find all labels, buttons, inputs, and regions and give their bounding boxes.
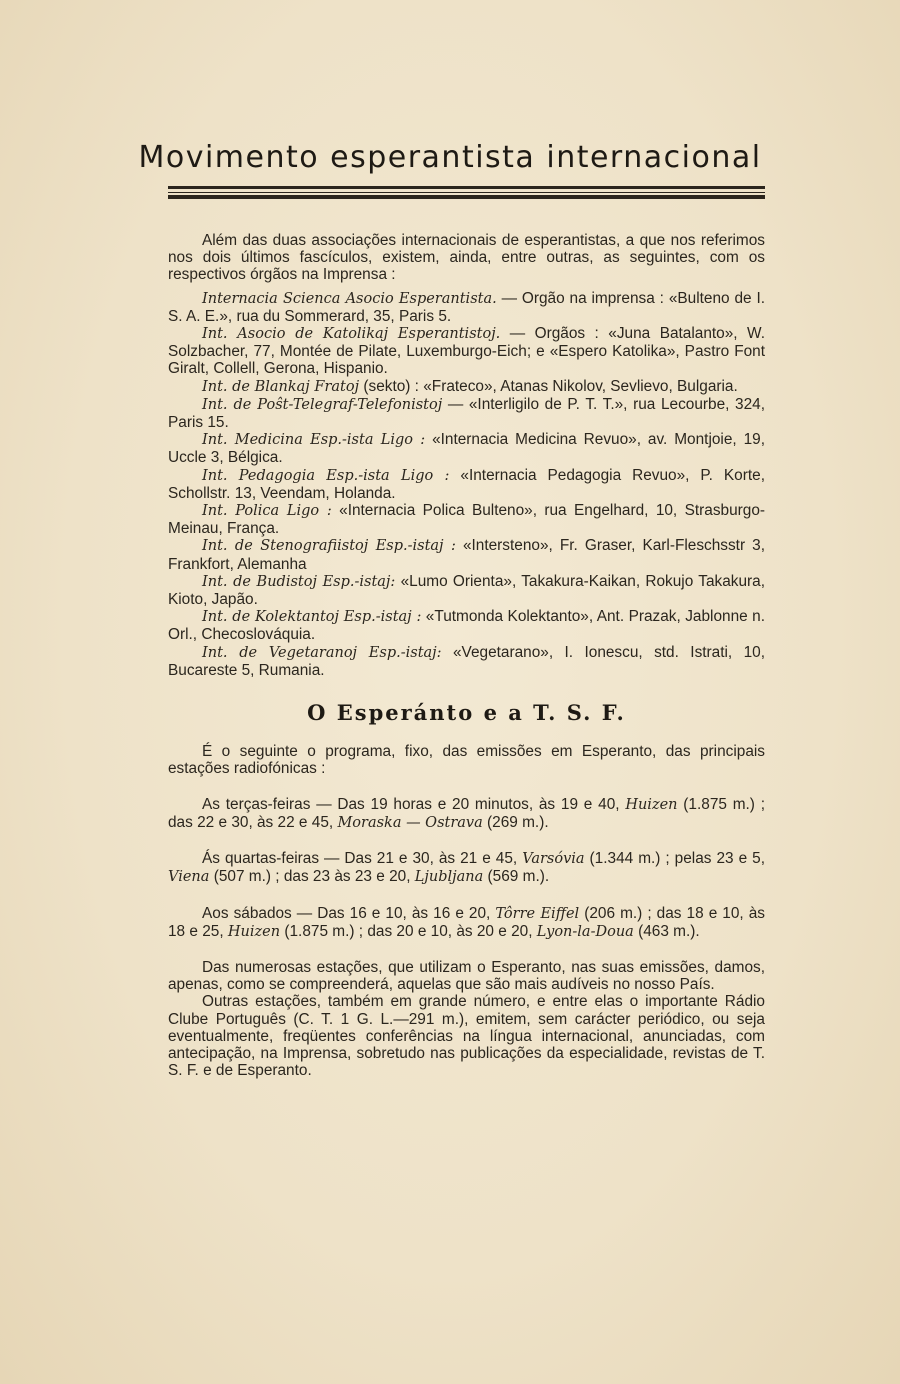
org-entry (168, 396, 765, 431)
title-rule-top (168, 186, 765, 189)
schedule-text: (1.875 m.) ; das 20 e 10, às 20 e 20, (280, 922, 537, 940)
org-details: — Orgão na imprensa : «Bulteno de I. S. A. E.», rua du Sommerard, 35, Paris 5. (168, 289, 765, 325)
intro-paragraph: Além das duas associações internacionais de esperantistas, a que nos referimos nos dois últimos fascículos, existem, ainda, entre outras, as seguintes, com os respectivos órgãos na Imprensa : (168, 232, 765, 284)
schedule-text: (269 m.). (482, 813, 549, 831)
schedule-wednesday (168, 850, 765, 886)
org-details: «Tutmonda Kolektanto», Ant. Prazak, Jablonne n. Orl., Checoslováquia. (168, 608, 765, 644)
org-entry (168, 573, 765, 608)
org-entry (168, 537, 765, 572)
org-details: «Internacia Polica Bulteno», rua Engelhard, 10, Strasburgo-Meinau, França. (168, 502, 765, 538)
schedule-text: (1.875 m.) ; das 22 e 30, às 22 e 45, (168, 795, 765, 831)
org-entry (168, 608, 765, 643)
schedule-text: Aos sábados — Das 16 e 10, às 16 e 20, (202, 904, 496, 922)
schedule-text: (463 m.). (633, 922, 700, 940)
schedule-text: As terças-feiras — Das 19 horas e 20 minutos, às 19 e 40, (202, 795, 626, 813)
org-details: «Vegetarano», I. Ionescu, std. Istrati, 10, Bucareste 5, Rumania. (168, 643, 766, 679)
org-name: Int. de Stenografiistoj Esp.-istaj : (202, 538, 456, 555)
org-details: — Orgãos : «Juna Batalanto», W. Solzbacher, 77, Montée de Pilate, Luxemburgo-Eich; e «Espero Katolika», Pastro Font Giralt, Collell, Gerona, Hispanio. (168, 325, 765, 378)
org-details: «Lumo Orienta», Takakura-Kaikan, Rokujo Takakura, Kioto, Japão. (168, 572, 765, 609)
schedule-text: (1.344 m.) ; pelas 23 e 5, (584, 850, 765, 868)
programme-intro: É o seguinte o programa, fixo, das emissões em Esperanto, das principais estações radiofónicas : (168, 743, 765, 778)
station-name: Ljubljana (414, 869, 484, 886)
page-title: Movimento esperantista internacional (138, 140, 762, 175)
station-name: Moraska — Ostrava (337, 814, 483, 831)
station-name: Huizen (625, 796, 678, 813)
org-details: «Internacia Pedagogia Revuo», P. Korte, Schollstr. 13, Veendam, Holanda. (168, 466, 765, 502)
schedule-text: (206 m.) ; das 18 e 10, às 18 e 25, (168, 904, 765, 940)
org-name: Int. Asocio de Katolikaj Esperantistoj. (202, 326, 501, 343)
org-entry (168, 467, 765, 502)
section-heading: O Esperánto e a T. S. F. (307, 700, 626, 726)
org-details: — «Interligilo de P. T. T.», rua Lecourbe, 324, Paris 15. (168, 395, 765, 432)
title-rule-bottom (168, 195, 765, 199)
org-entry (168, 378, 765, 396)
org-entry (168, 644, 765, 679)
station-name: Huizen (227, 923, 281, 940)
org-name: Int. de Kolektantoj Esp.-istaj : (202, 609, 422, 626)
org-details: «Internacia Medicina Revuo», av. Montjoie, 19, Uccle 3, Bélgica. (168, 431, 765, 467)
station-name: Varsóvia (522, 851, 585, 868)
org-entry (168, 502, 765, 537)
org-name: Int. de Budistoj Esp.-istaj: (202, 573, 396, 590)
schedule-text: Ás quartas-feiras — Das 21 e 30, às 21 e 45, (202, 850, 523, 868)
schedule-text: (569 m.). (483, 868, 550, 886)
org-entry (168, 325, 765, 378)
closing-paragraph: Das numerosas estações, que utilizam o Esperanto, nas suas emissões, damos, apenas, como se compreenderá, aquelas que são mais audíveis no nosso País. (168, 958, 765, 994)
title-rule-middle (168, 192, 765, 193)
station-name: Tôrre Eiffel (495, 905, 580, 922)
org-entry (168, 431, 765, 466)
article-body (168, 232, 765, 1079)
org-name: Int. Pedagogia Esp.-ista Ligo : (202, 467, 450, 484)
org-entry (168, 290, 765, 325)
org-name: Int. Medicina Esp.-ista Ligo : (202, 432, 426, 449)
station-name: Viena (168, 869, 210, 886)
org-details: «Intersteno», Fr. Graser, Karl-Fleschsstr 3, Frankfort, Alemanha (168, 537, 765, 573)
org-name: Int. de Vegetaranoj Esp.-istaj: (202, 644, 442, 661)
org-name: Internacia Scienca Asocio Esperantista. (202, 290, 497, 307)
schedule-text: (507 m.) ; das 23 às 23 e 20, (209, 868, 415, 886)
schedule-saturday (168, 905, 765, 941)
org-name: Int. Polica Ligo : (202, 503, 332, 520)
station-name: Lyon-la-Doua (536, 923, 634, 940)
org-name: Int. de Poŝt-Telegraf-Telefonistoj (202, 396, 443, 413)
schedule-tuesday (168, 796, 765, 832)
closing-paragraph: Outras estações, também em grande número, e entre elas o importante Rádio Clube Português (C. T. 1 G. L.—291 m.), emitem, sem carácter periódico, ou seja eventualmente, freqüentes conferências na língua internacional, anunciadas, com antecipação, na Imprensa, sobretudo nas publicações da especialidade, revistas de T. S. F. e de Esperanto. (168, 993, 765, 1080)
org-name: Int. de Blankaj Fratoj (202, 378, 360, 395)
org-details: (sekto) : «Frateco», Atanas Nikolov, Sevlievo, Bulgaria. (359, 377, 738, 395)
